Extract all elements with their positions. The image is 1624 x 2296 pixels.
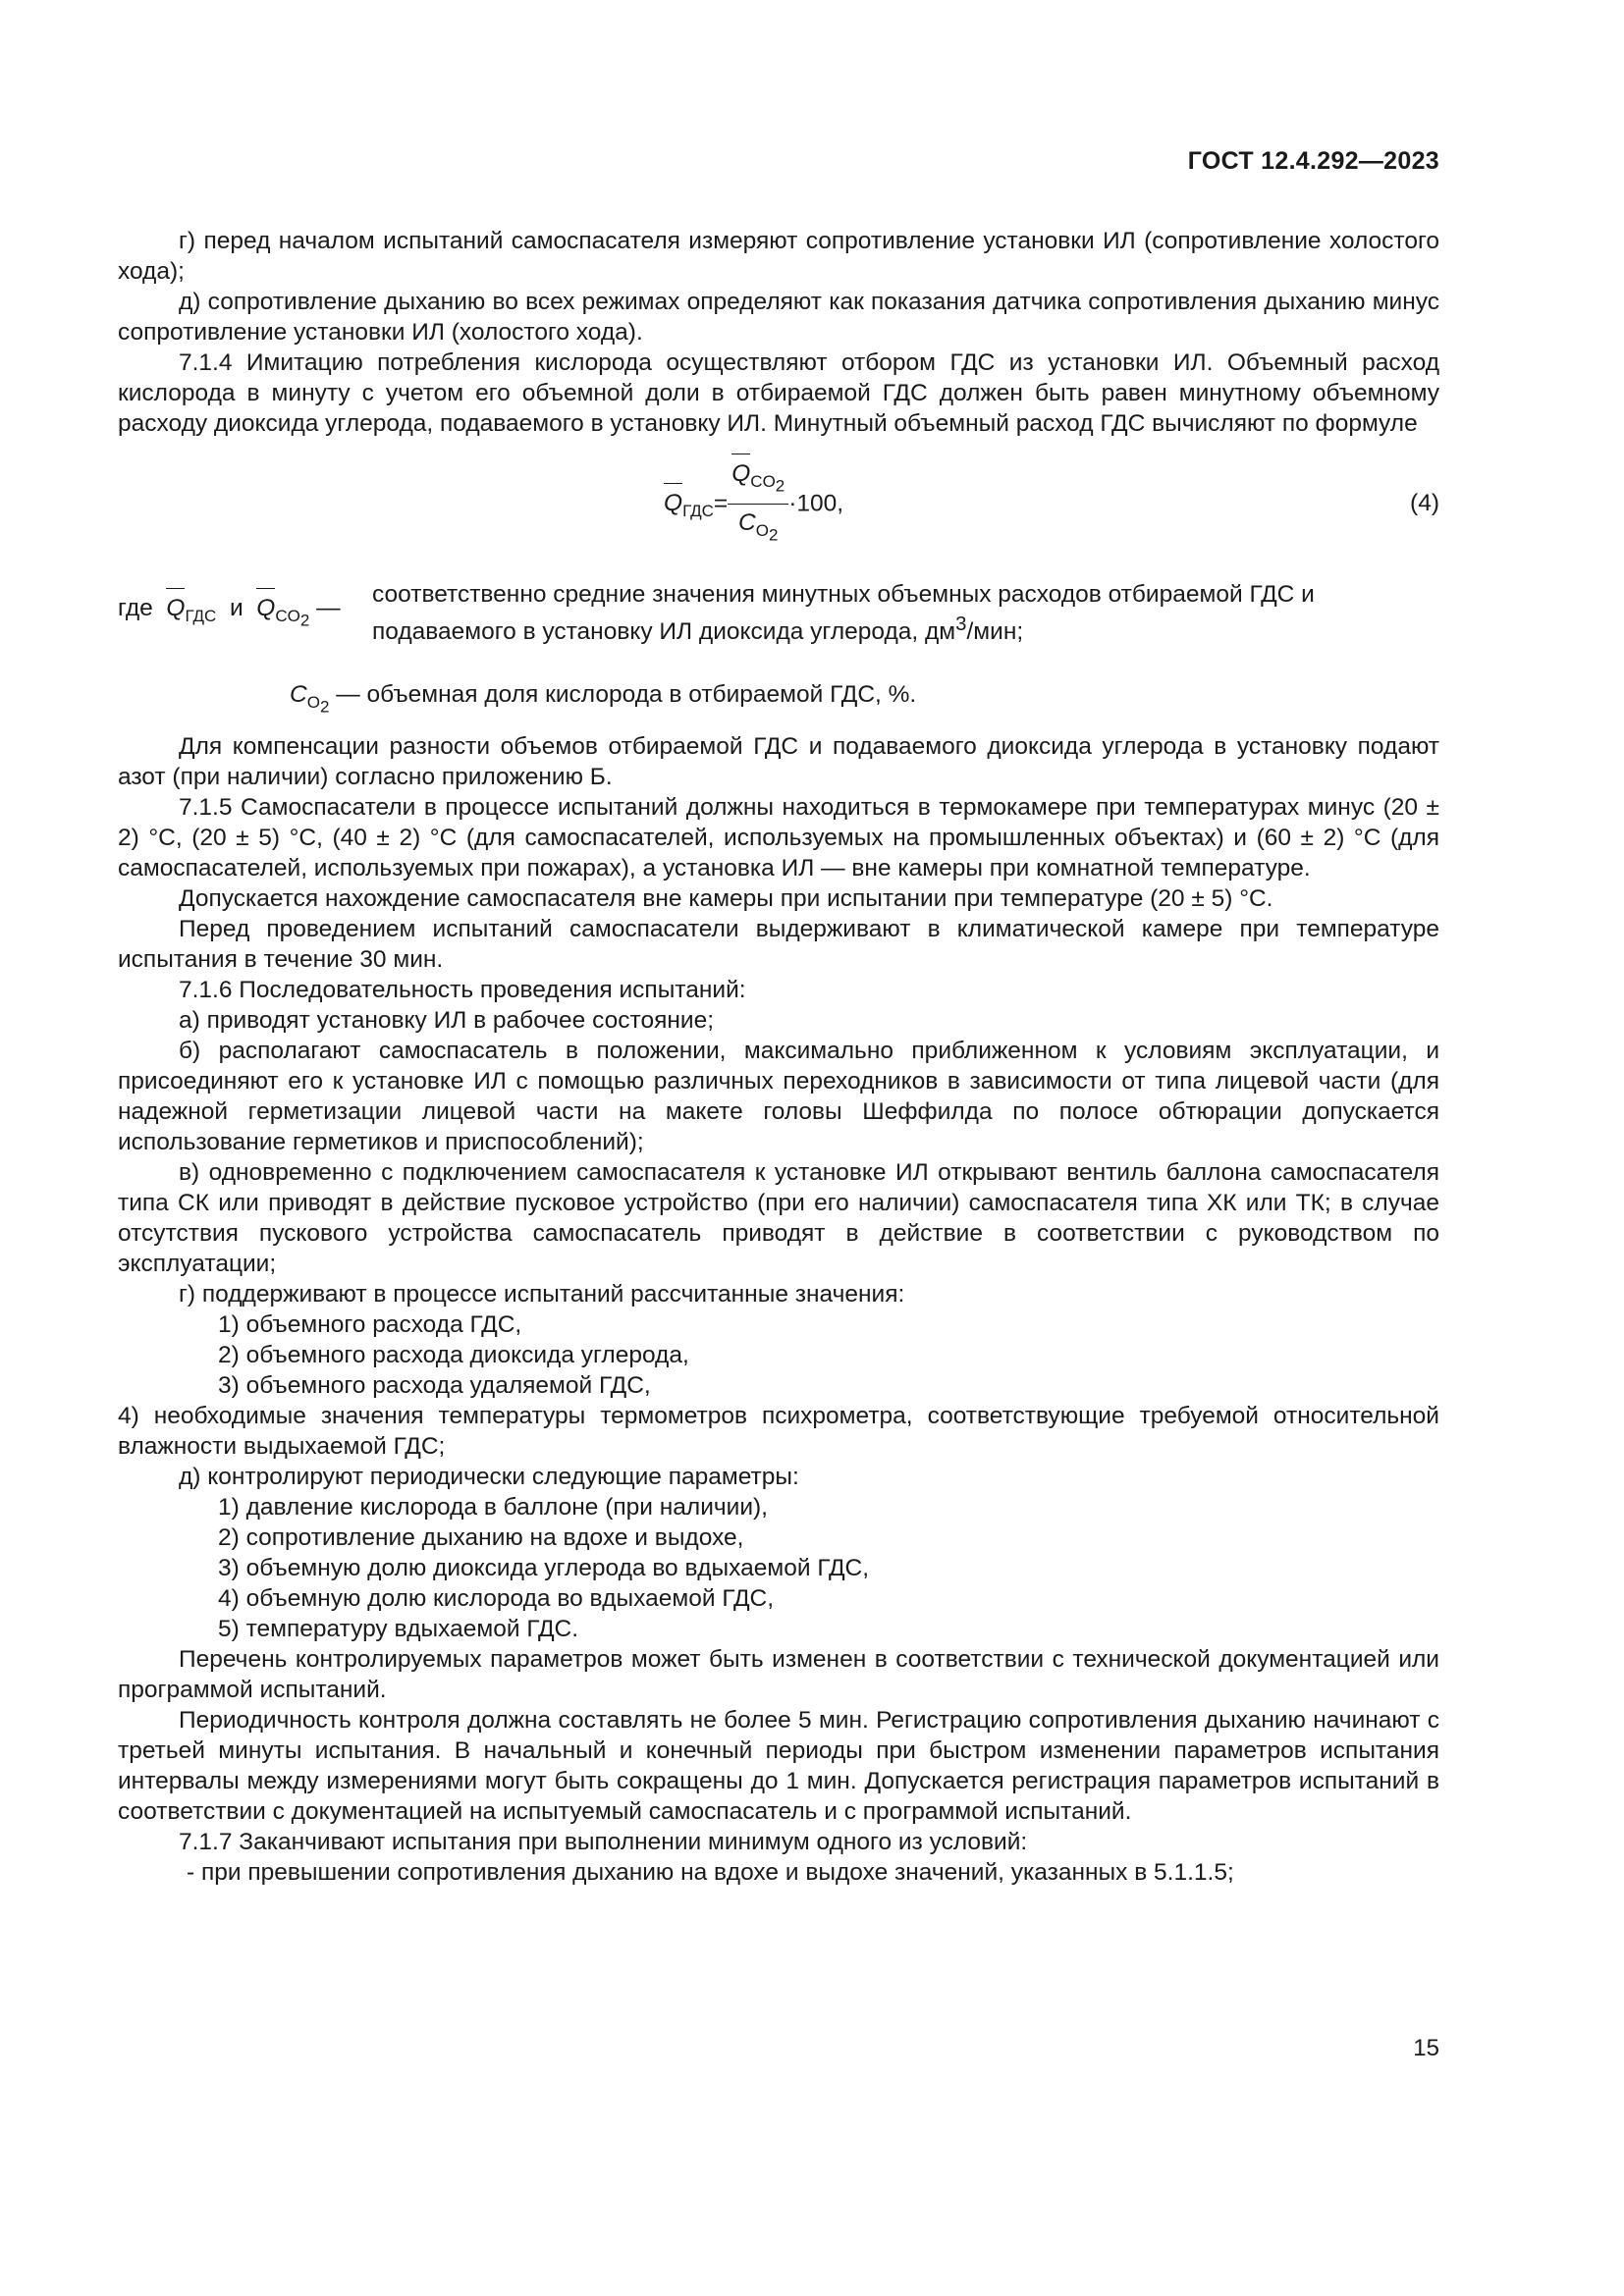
paragraphs-before-formula [118,226,1439,439]
paragraph: 7.1.7 Заканчивают испытания при выполнении минимум одного из условий: [179,1829,1028,1856]
paragraph: д) сопротивление дыханию во всех режимах определяют как показания датчика сопротивления дыханию минус сопротивление установки ИЛ (холостого хода). [118,289,1439,346]
legend-c-o2: $C_{O_2}$ — объемная доля кислорода в отбираемой ГДС, %. [290,681,917,717]
paragraph: 3) объемную долю диоксида углерода во вдыхаемой ГДС, [218,1555,870,1582]
paragraph: 2) сопротивление дыханию на вдохе и выдохе, [218,1524,744,1552]
legend-text: соответственно средние значения минутных объемных расходов отбираемой ГДС и подаваемого в установку ИЛ диоксида углерода, $дм^3$/мин; [372,581,1315,646]
paragraph: д) контролируют периодически следующие параметры: [179,1464,799,1491]
paragraph: - при превышении сопротивления дыханию на вдохе и выдохе значений, указанных в 5.1.1.5; [187,1859,1234,1887]
formula-4 [118,458,1439,561]
paragraph: 7.1.5 Самоспасатели в процессе испытаний должны находиться в термокамере при температурах минус (20 ± 2) °С, (20 ± 5) °С, (40 ± 2) °С (для самоспасателей, используемых на промышленных объектах) и (60 ± 2) °С (для самоспасателей, используемых при пожарах), а установка ИЛ — вне камеры при комнатной температуре. [118,794,1439,882]
paragraph: в) одновременно с подключением самоспасателя к установке ИЛ открывают вентиль баллона самоспасателя типа СК или приводят в действие пусковое устройство (при его наличии) самоспасателя типа ХК или ТК; в случае отсутствия пускового устройства самоспасатель приводят в действие в соответствии с руководством по эксплуатации; [118,1159,1439,1278]
paragraph: Перечень контролируемых параметров может быть изменен в соответствии с технической документацией или программой испытаний. [118,1646,1439,1704]
paragraph: б) располагают самоспасатель в положении, максимально приближенном к условиям эксплуатации, и присоединяют его к установке ИЛ с помощью различных переходников в зависимости от типа лицевой части (для надежной герметизации лицевой части на макете головы Шеффилда по полосе обтюрации допускается использование герметиков и приспособлений); [118,1038,1439,1156]
paragraph: 5) температуру вдыхаемой ГДС. [218,1616,579,1643]
paragraph: 1) объемного расхода ГДС, [218,1311,522,1339]
page-number: 15 [1413,2035,1439,2061]
paragraph: 2) объемного расхода диоксида углерода, [218,1342,689,1369]
paragraph: 1) давление кислорода в баллоне (при наличии), [218,1494,768,1522]
formula-lhs: Q [664,490,682,516]
paragraph: 3) объемного расхода удаляемой ГДС, [218,1372,651,1400]
document-header: ГОСТ 12.4.292—2023 [1187,147,1439,175]
paragraph: 4) объемную долю кислорода во вдыхаемой ГДС, [218,1585,775,1613]
legend-symbols: где $Q_{ГДС}$ и $Q_{CO_2}$ — [118,593,341,635]
formula-number: (4) [1410,490,1439,516]
paragraph: г) перед началом испытаний самоспасателя измеряют сопротивление установки ИЛ (сопротивление холостого хода); [118,228,1439,285]
document-body [118,226,1439,1888]
paragraph: Для компенсации разности объемов отбираемой ГДС и подаваемого диоксида углерода в установку подают азот (при наличии) согласно приложению Б. [118,733,1439,791]
formula-legend [118,579,1439,658]
formula-denominator: $C_{O_2}$ [738,509,779,545]
paragraphs-after-formula [118,731,1439,1888]
paragraph: 7.1.6 Последовательность проведения испытаний: [179,977,746,1004]
paragraph: а) приводят установку ИЛ в рабочее состояние; [179,1007,715,1035]
paragraph: 7.1.4 Имитацию потребления кислорода осуществляют отбором ГДС из установки ИЛ. Объемный расход кислорода в минуту с учетом его объемной доли в отбираемой ГДС должен быть равен минутному объемному расходу диоксида углерода, подаваемого в установку ИЛ. Минутный объемный расход ГДС вычисляют по формуле [118,349,1439,437]
formula-numerator: $Q_{CO_2}$ [728,458,788,505]
paragraph: Допускается нахождение самоспасателя вне камеры при испытании при температуре (20 ± 5) °С. [179,885,1273,913]
paragraph: Периодичность контроля должна составлять не более 5 мин. Регистрацию сопротивления дыханию начинают с третьей минуты испытания. В начальный и конечный периоды при быстром изменении параметров испытания интервалы между измерениями могут быть сокращены до 1 мин. Допускается регистрация параметров испытаний в соответствии с документацией на испытуемый самоспасатель и с программой испытаний. [118,1707,1439,1826]
paragraph: 4) необходимые значения температуры термометров психрометра, соответствующие требуемой относительной влажности выдыхаемой ГДС; [118,1403,1439,1461]
paragraph: Перед проведением испытаний самоспасатели выдерживают в климатической камере при температуре испытания в течение 30 мин. [118,916,1439,974]
formula-expression: $Q_{ГДС}=$ $\frac{Q_{CO_2}}{C_{O_2}}$ ·100, [664,458,843,551]
formula-fraction [728,458,788,551]
paragraph: г) поддерживают в процессе испытаний рассчитанные значения: [179,1281,905,1308]
